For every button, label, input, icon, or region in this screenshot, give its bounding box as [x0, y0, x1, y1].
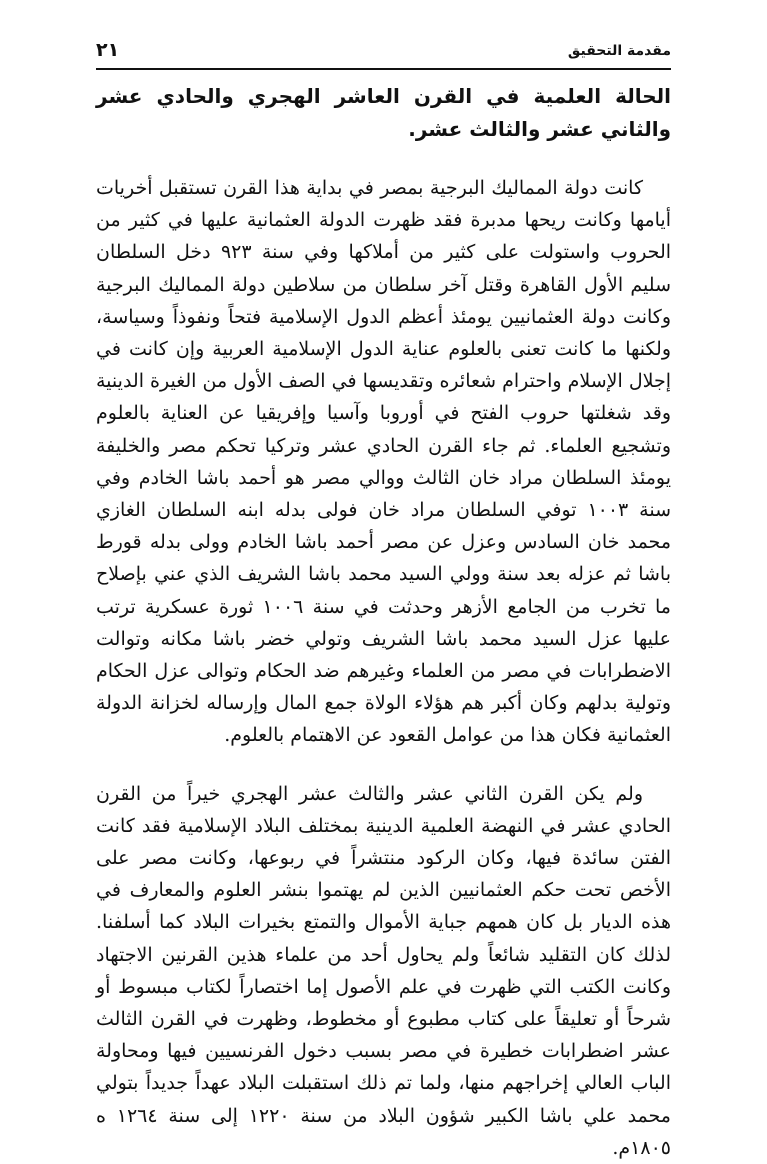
- paragraph-1: كانت دولة المماليك البرجية بمصر في بداية هذا القرن تستقبل أخريات أيامها وكانت ريحها مدبرة فقد ظهرت الدولة العثمانية عليها في كثير من الحروب واستولت على كثير من أملاكها وفي سنة ٩٢٣ دخل السلطان سليم الأول القاهرة وقتل آخر سلطان من سلاطين دولة المماليك البرجية وكانت دولة العثمانيين يومئذ أعظم الدول الإسلامية فتحاً ونفوذاً وسياسة، ولكنها ما كانت تعنى بالعلوم عناية الدول الإسلامية العربية وإن كانت في إجلال الإسلام واحترام شعائره وتقديسها في الصف الأول من الغيرة الدينية وقد شغلتها حروب الفتح في أوروبا وآسيا وإفريقيا عن العناية بالعلوم وتشجيع العلماء. ثم جاء القرن الحادي عشر وتركيا تحكم مصر والخليفة يومئذ السلطان مراد خان الثالث ووالي مصر هو أحمد باشا الخادم وفي سنة ١٠٠٣ توفي السلطان مراد خان فولى بدله ابنه السلطان الغازي محمد خان السادس وعزل عن مصر أحمد باشا الخادم وولى بدله قورط باشا ثم عزله بعد سنة وولي السيد محمد باشا الشريف الذي عني بإصلاح ما تخرب من الجامع الأزهر وحدثت في سنة ١٠٠٦ ثورة عسكرية ترتب عليها عزل السيد محمد باشا الشريف وتولي خضر باشا مكانه وتوالت الاضطرابات في مصر من العلماء وغيرهم ضد الحكام وتوالى عزل الحكام وتولية بدلهم وكان أكبر هم هؤلاء الولاة جمع المال وإرساله لخزانة الدولة العثمانية فكان هذا من عوامل القعود عن الاهتمام بالعلوم.: [96, 177, 672, 747]
- header-title: مقدمة التحقيق: [567, 43, 671, 59]
- page-number: ٢١: [96, 39, 120, 61]
- running-header: [96, 28, 671, 68]
- paragraph-2: ولم يكن القرن الثاني عشر والثالث عشر الهجري خيراً من القرن الحادي عشر في النهضة العلمية الدينية بمختلف البلاد الإسلامية فقد كانت الفتن سائدة فيها، وكان الركود منتشراً في ربوعها، وكانت مصر على الأخص تحت حكم العثمانيين الذين لم يهتموا بنشر العلوم والمعارف في هذه الديار بل كان همهم جباية الأموال والتمتع بخيرات البلاد كما أسلفنا. لذلك كان التقليد شائعاً ولم يحاول أحد من علماء هذين القرنين الاجتهاد وكانت الكتب التي ظهرت في علم الأصول إما اختصاراً لكتاب مبسوط أو شرحاً أو تعليقاً على كتاب مطبوع أو مخطوط، وظهرت في القرن الثالث عشر اضطرابات خطيرة في مصر بسبب دخول الفرنسيين فيها ومحاولة الباب العالي إخراجهم منها، ولما تم ذلك استقبلت البلاد عهداً جديداً بتولي محمد علي باشا الكبير شؤون البلاد من سنة ١٢٢٠ إلى سنة ١٢٦٤ ه ١٨٠٥م.: [96, 782, 671, 1159]
- header-rule: [96, 68, 671, 70]
- section-heading: الحالة العلمية في القرن العاشر الهجري والحادي عشر والثاني عشر والثالث عشر.: [96, 84, 671, 141]
- page-body: [96, 80, 671, 1164]
